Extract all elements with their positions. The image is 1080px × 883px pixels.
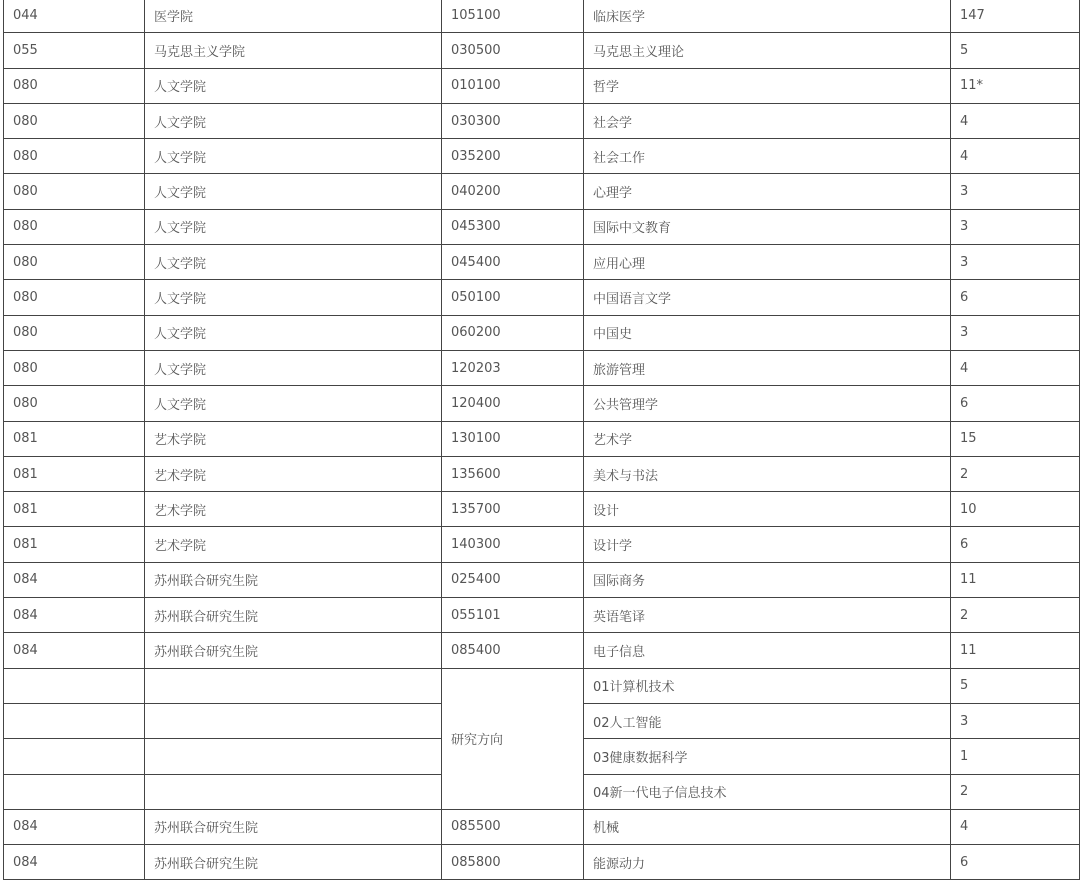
- major-code-cell: 120400: [442, 386, 584, 421]
- school-code-cell: 080: [4, 350, 145, 385]
- major-name-cell: 机械: [584, 809, 951, 844]
- major-code-cell: 140300: [442, 527, 584, 562]
- school-name-cell: 人文学院: [145, 315, 442, 350]
- enrollment-count-cell: 5: [951, 668, 1080, 703]
- school-name-cell: 苏州联合研究生院: [145, 809, 442, 844]
- enrollment-count-cell: 15: [951, 421, 1080, 456]
- table-row: [4, 315, 1080, 350]
- enrollment-count-cell: 1: [951, 739, 1080, 774]
- enrollment-count-cell: 10: [951, 492, 1080, 527]
- school-code-cell: 080: [4, 315, 145, 350]
- table-row: [4, 139, 1080, 174]
- table-row: [4, 33, 1080, 68]
- school-name-cell: 人文学院: [145, 68, 442, 103]
- major-code-cell: 045300: [442, 209, 584, 244]
- major-name-cell: 应用心理: [584, 245, 951, 280]
- major-name-cell: 设计: [584, 492, 951, 527]
- major-code-cell: 035200: [442, 139, 584, 174]
- table-row: [4, 492, 1080, 527]
- school-name-cell: 艺术学院: [145, 456, 442, 491]
- school-name-cell: 人文学院: [145, 280, 442, 315]
- school-name-cell: 苏州联合研究生院: [145, 845, 442, 880]
- major-code-cell: 060200: [442, 315, 584, 350]
- empty-cell: [4, 668, 145, 703]
- school-code-cell: 080: [4, 280, 145, 315]
- major-name-cell: 艺术学: [584, 421, 951, 456]
- enrollment-count-cell: 2: [951, 456, 1080, 491]
- school-code-cell: 055: [4, 33, 145, 68]
- school-name-cell: 人文学院: [145, 139, 442, 174]
- table-row: [4, 245, 1080, 280]
- school-code-cell: 084: [4, 845, 145, 880]
- direction-name-cell: 02人工智能: [584, 703, 951, 738]
- direction-name-cell: 04新一代电子信息技术: [584, 774, 951, 809]
- major-name-cell: 设计学: [584, 527, 951, 562]
- school-name-cell: 人文学院: [145, 209, 442, 244]
- school-name-cell: 人文学院: [145, 245, 442, 280]
- table-row: [4, 668, 1080, 703]
- school-name-cell: 艺术学院: [145, 492, 442, 527]
- table-row: [4, 103, 1080, 138]
- major-name-cell: 英语笔译: [584, 598, 951, 633]
- school-code-cell: 080: [4, 103, 145, 138]
- enrollment-count-cell: 3: [951, 174, 1080, 209]
- school-code-cell: 080: [4, 68, 145, 103]
- major-name-cell: 临床医学: [584, 0, 951, 33]
- school-code-cell: 044: [4, 0, 145, 33]
- major-code-cell: 045400: [442, 245, 584, 280]
- major-name-cell: 国际中文教育: [584, 209, 951, 244]
- major-name-cell: 中国语言文学: [584, 280, 951, 315]
- major-name-cell: 电子信息: [584, 633, 951, 668]
- table-row: [4, 386, 1080, 421]
- major-name-cell: 哲学: [584, 68, 951, 103]
- major-name-cell: 社会学: [584, 103, 951, 138]
- school-code-cell: 081: [4, 492, 145, 527]
- empty-cell: [4, 703, 145, 738]
- major-name-cell: 心理学: [584, 174, 951, 209]
- school-code-cell: 080: [4, 245, 145, 280]
- major-name-cell: 公共管理学: [584, 386, 951, 421]
- school-code-cell: 080: [4, 209, 145, 244]
- enrollment-table: [3, 0, 1080, 880]
- direction-name-cell: 01计算机技术: [584, 668, 951, 703]
- school-name-cell: 人文学院: [145, 386, 442, 421]
- major-code-cell: 050100: [442, 280, 584, 315]
- table-row: [4, 209, 1080, 244]
- major-code-cell: 105100: [442, 0, 584, 33]
- major-code-cell: 030300: [442, 103, 584, 138]
- school-code-cell: 080: [4, 386, 145, 421]
- enrollment-count-cell: 6: [951, 386, 1080, 421]
- major-code-cell: 085800: [442, 845, 584, 880]
- school-name-cell: 艺术学院: [145, 421, 442, 456]
- school-code-cell: 084: [4, 598, 145, 633]
- enrollment-count-cell: 4: [951, 809, 1080, 844]
- school-code-cell: 081: [4, 527, 145, 562]
- school-code-cell: 081: [4, 456, 145, 491]
- enrollment-count-cell: 3: [951, 209, 1080, 244]
- school-code-cell: 081: [4, 421, 145, 456]
- enrollment-count-cell: 3: [951, 315, 1080, 350]
- major-code-cell: 030500: [442, 33, 584, 68]
- school-name-cell: 苏州联合研究生院: [145, 598, 442, 633]
- enrollment-count-cell: 4: [951, 103, 1080, 138]
- school-name-cell: 苏州联合研究生院: [145, 633, 442, 668]
- table-row: [4, 421, 1080, 456]
- school-code-cell: 080: [4, 139, 145, 174]
- enrollment-count-cell: 6: [951, 845, 1080, 880]
- enrollment-count-cell: 11*: [951, 68, 1080, 103]
- enrollment-count-cell: 2: [951, 598, 1080, 633]
- major-name-cell: 马克思主义理论: [584, 33, 951, 68]
- empty-cell: [145, 703, 442, 738]
- school-name-cell: 人文学院: [145, 350, 442, 385]
- table-row: [4, 527, 1080, 562]
- research-direction-label: 研究方向: [442, 668, 584, 809]
- major-name-cell: 社会工作: [584, 139, 951, 174]
- school-name-cell: 医学院: [145, 0, 442, 33]
- table-row: [4, 68, 1080, 103]
- major-code-cell: 085500: [442, 809, 584, 844]
- major-code-cell: 025400: [442, 562, 584, 597]
- enrollment-count-cell: 3: [951, 703, 1080, 738]
- empty-cell: [4, 774, 145, 809]
- enrollment-count-cell: 6: [951, 527, 1080, 562]
- major-code-cell: 130100: [442, 421, 584, 456]
- major-code-cell: 010100: [442, 68, 584, 103]
- major-name-cell: 国际商务: [584, 562, 951, 597]
- empty-cell: [145, 739, 442, 774]
- direction-name-cell: 03健康数据科学: [584, 739, 951, 774]
- major-code-cell: 135600: [442, 456, 584, 491]
- enrollment-count-cell: 2: [951, 774, 1080, 809]
- table-row: [4, 562, 1080, 597]
- empty-cell: [4, 739, 145, 774]
- empty-cell: [145, 774, 442, 809]
- major-name-cell: 能源动力: [584, 845, 951, 880]
- empty-cell: [145, 668, 442, 703]
- school-name-cell: 苏州联合研究生院: [145, 562, 442, 597]
- table-row: [4, 280, 1080, 315]
- enrollment-count-cell: 11: [951, 633, 1080, 668]
- enrollment-count-cell: 147: [951, 0, 1080, 33]
- school-name-cell: 马克思主义学院: [145, 33, 442, 68]
- table-row: [4, 845, 1080, 880]
- school-code-cell: 084: [4, 633, 145, 668]
- school-name-cell: 人文学院: [145, 103, 442, 138]
- enrollment-count-cell: 11: [951, 562, 1080, 597]
- school-name-cell: 人文学院: [145, 174, 442, 209]
- table-row: [4, 350, 1080, 385]
- table-row: [4, 0, 1080, 33]
- major-code-cell: 085400: [442, 633, 584, 668]
- major-name-cell: 旅游管理: [584, 350, 951, 385]
- school-code-cell: 084: [4, 562, 145, 597]
- major-name-cell: 中国史: [584, 315, 951, 350]
- enrollment-count-cell: 3: [951, 245, 1080, 280]
- enrollment-count-cell: 4: [951, 350, 1080, 385]
- table-row: [4, 174, 1080, 209]
- table-row: [4, 456, 1080, 491]
- major-code-cell: 040200: [442, 174, 584, 209]
- school-name-cell: 艺术学院: [145, 527, 442, 562]
- major-code-cell: 135700: [442, 492, 584, 527]
- major-name-cell: 美术与书法: [584, 456, 951, 491]
- enrollment-count-cell: 6: [951, 280, 1080, 315]
- enrollment-count-cell: 5: [951, 33, 1080, 68]
- table-row: [4, 809, 1080, 844]
- major-code-cell: 055101: [442, 598, 584, 633]
- table-row: [4, 598, 1080, 633]
- school-code-cell: 080: [4, 174, 145, 209]
- enrollment-count-cell: 4: [951, 139, 1080, 174]
- table-row: [4, 633, 1080, 668]
- major-code-cell: 120203: [442, 350, 584, 385]
- school-code-cell: 084: [4, 809, 145, 844]
